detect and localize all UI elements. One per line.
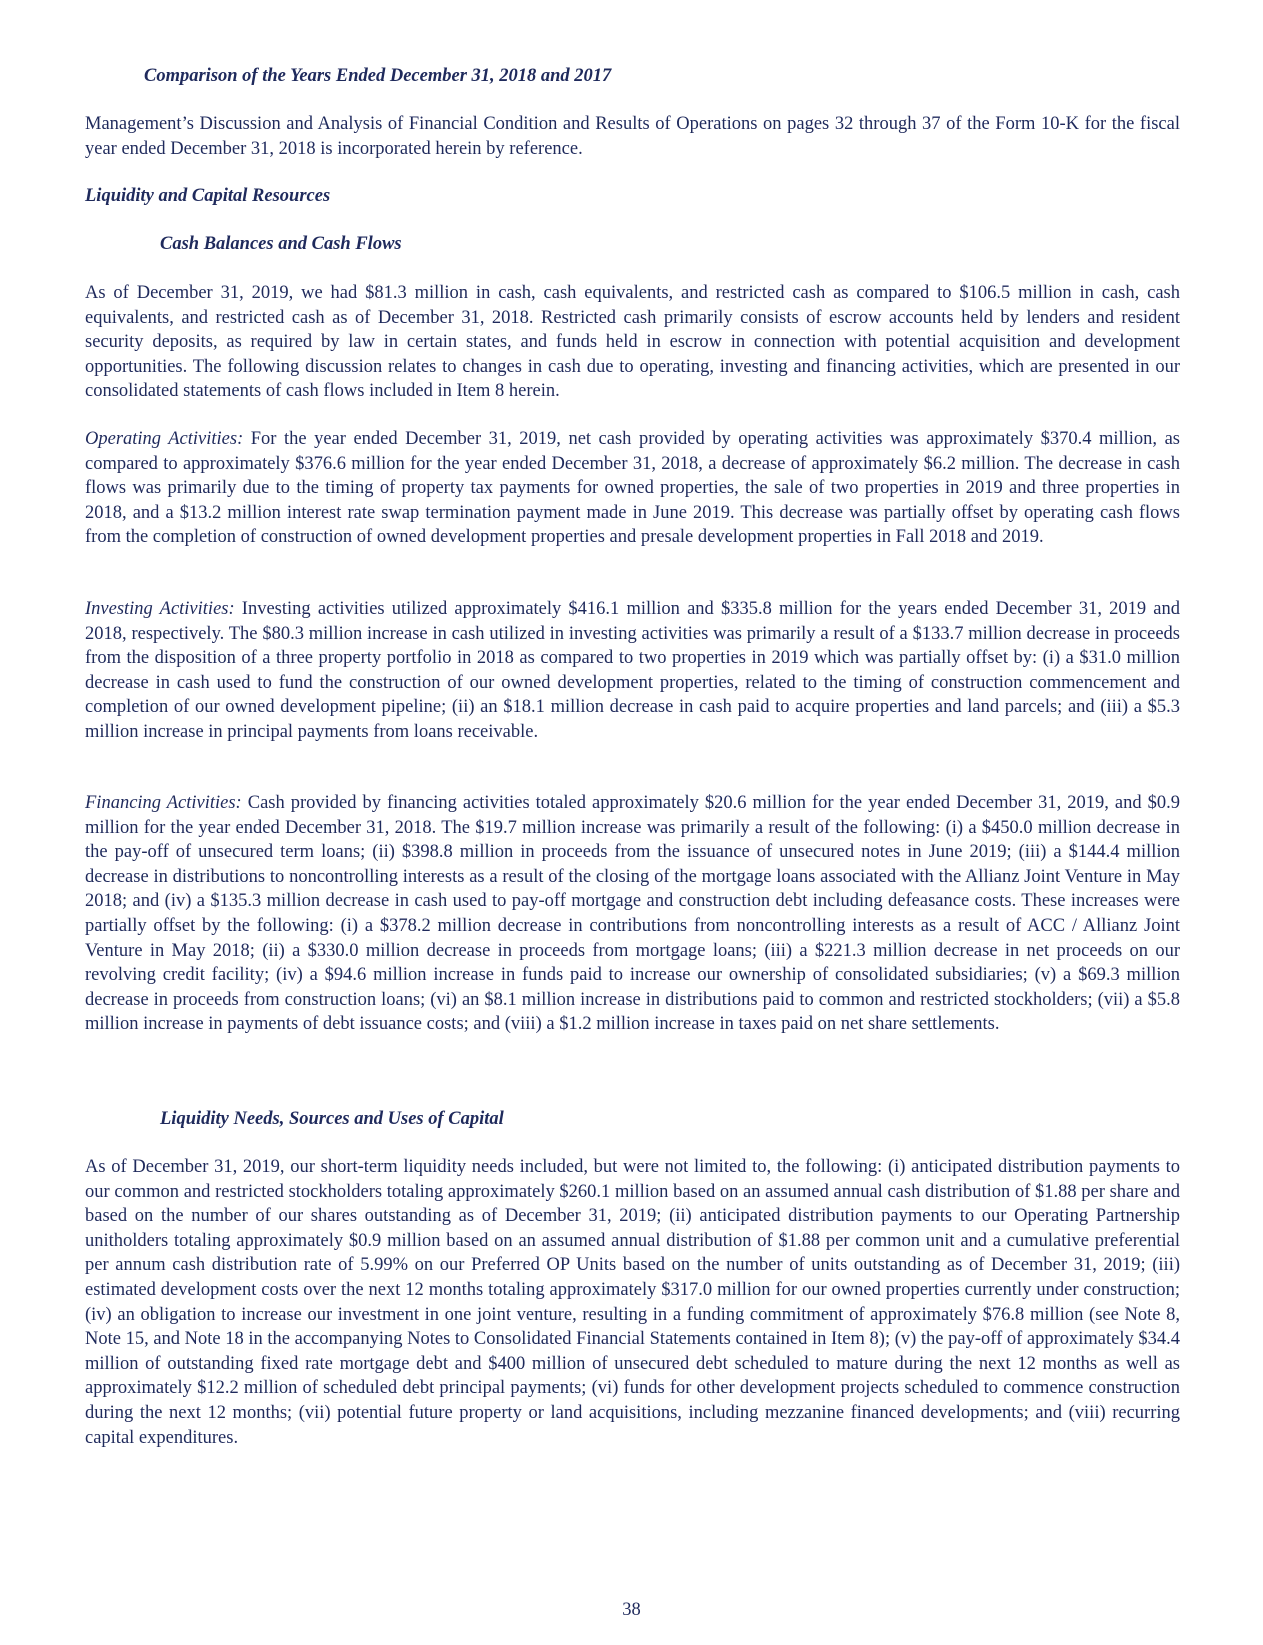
investing-activities-paragraph (85, 597, 1180, 745)
operating-activities-paragraph (85, 427, 1180, 550)
investing-activities-lead: Investing Activities: (85, 599, 235, 619)
cash-balances-heading: Cash Balances and Cash Flows (160, 234, 402, 254)
operating-activities-text: For the year ended December 31, 2019, net cash provided by operating activities was approximately $370.4 million, as compared to approximately $376.6 million for the year ended December 31, 2018, a decrease of approximately $6.2 million. The decrease in cash flows was primarily due to the timing of property tax payments for owned properties, the sale of two properties in 2019 and three properties in 2018, and a $13.2 million interest rate swap termination payment made in June 2019. This decrease was partially offset by operating cash flows from the completion of construction of owned development properties and presale development properties in Fall 2018 and 2019. (85, 429, 1180, 548)
liquidity-needs-heading: Liquidity Needs, Sources and Uses of Capital (160, 1109, 504, 1129)
comparison-heading: Comparison of the Years Ended December 31, 2018 and 2017 (144, 66, 612, 86)
operating-activities-lead: Operating Activities: (85, 429, 244, 449)
financing-activities-paragraph (85, 791, 1180, 1037)
financing-activities-lead: Financing Activities: (85, 793, 242, 813)
liquidity-heading: Liquidity and Capital Resources (85, 186, 331, 206)
financing-activities-text: Cash provided by financing activities totaled approximately $20.6 million for the year ended December 31, 2019, and $0.9 million for the year ended December 31, 2018. The $19.7 million increase was primarily a result of the following: (i) a $450.0 million decrease in the pay-off of unsecured term loans; (ii) $398.8 million in proceeds from the issuance of unsecured notes in June 2019; (iii) a $144.4 million decrease in distributions to noncontrolling interests as a result of the closing of the mortgage loans associated with the Allianz Joint Venture in May 2018; and (iv) a $135.3 million decrease in cash used to pay-off mortgage and construction debt including defeasance costs. These increases were partially offset by the following: (i) a $378.2 million decrease in contributions from noncontrolling interests as a result of ACC / Allianz Joint Venture in May 2018; (ii) a $330.0 million decrease in proceeds from mortgage loans; (iii) a $221.3 million decrease in net proceeds on our revolving credit facility; (iv) a $94.6 million increase in funds paid to increase our ownership of consolidated subsidiaries; (v) a $69.3 million decrease in proceeds from construction loans; (vi) an $8.1 million increase in distributions paid to common and restricted stockholders; (vii) a $5.8 million increase in payments of debt issuance costs; and (viii) a $1.2 million increase in taxes paid on net share settlements. (85, 793, 1181, 1035)
cash-balances-paragraph: As of December 31, 2019, we had $81.3 million in cash, cash equivalents, and restricted cash as compared to $106.5 million in cash, cash equivalents, and restricted cash as of December 31, 2018. Restricted cash primarily consists of escrow accounts held by lenders and resident security deposits, as required by law in certain states, and funds held in escrow in connection with potential acquisition and development opportunities. The following discussion relates to changes in cash due to operating, investing and financing activities, which are presented in our consolidated statements of cash flows included in Item 8 herein. (85, 283, 1180, 402)
comparison-paragraph: Management’s Discussion and Analysis of Financial Condition and Results of Operations on pages 32 through 37 of the Form 10-K for the fiscal year ended December 31, 2018 is incorporated herein by reference. (85, 114, 1180, 159)
investing-activities-text: Investing activities utilized approximately $416.1 million and $335.8 million for the years ended December 31, 2019 and 2018, respectively. The $80.3 million increase in cash utilized in investing activities was primarily a result of a $133.7 million decrease in proceeds from the disposition of a three property portfolio in 2018 as compared to two properties in 2019 which was partially offset by: (i) a $31.0 million decrease in cash used to fund the construction of our owned development properties, related to the timing of construction commencement and completion of our owned development pipeline; (ii) an $18.1 million decrease in cash paid to acquire properties and land parcels; and (iii) a $5.3 million increase in principal payments from loans receivable. (85, 599, 1180, 742)
page-number: 38 (622, 1600, 641, 1620)
liquidity-needs-paragraph: As of December 31, 2019, our short-term liquidity needs included, but were not limited to, the following: (i) anticipated distribution payments to our common and restricted stockholders totaling approximately $260.1 million based on an assumed annual cash distribution of $1.88 per share and based on the number of our shares outstanding as of December 31, 2019; (ii) anticipated distribution payments to our Operating Partnership unitholders totaling approximately $0.9 million based on an assumed annual distribution of $1.88 per common unit and a cumulative preferential per annum cash distribution rate of 5.99% on our Preferred OP Units based on the number of units outstanding as of December 31, 2019; (iii) estimated development costs over the next 12 months totaling approximately $317.0 million for our owned properties currently under construction; (iv) an obligation to increase our investment in one joint venture, resulting in a funding commitment of approximately $76.8 million (see Note 8, Note 15, and Note 18 in the accompanying Notes to Consolidated Financial Statements contained in Item 8); (v) the pay-off of approximately $34.4 million of outstanding fixed rate mortgage debt and $400 million of unsecured debt scheduled to mature during the next 12 months as well as approximately $12.2 million of scheduled debt principal payments; (vi) funds for other development projects scheduled to commence construction during the next 12 months; (vii) potential future property or land acquisitions, including mezzanine financed developments; and (viii) recurring capital expenditures. (85, 1157, 1181, 1448)
